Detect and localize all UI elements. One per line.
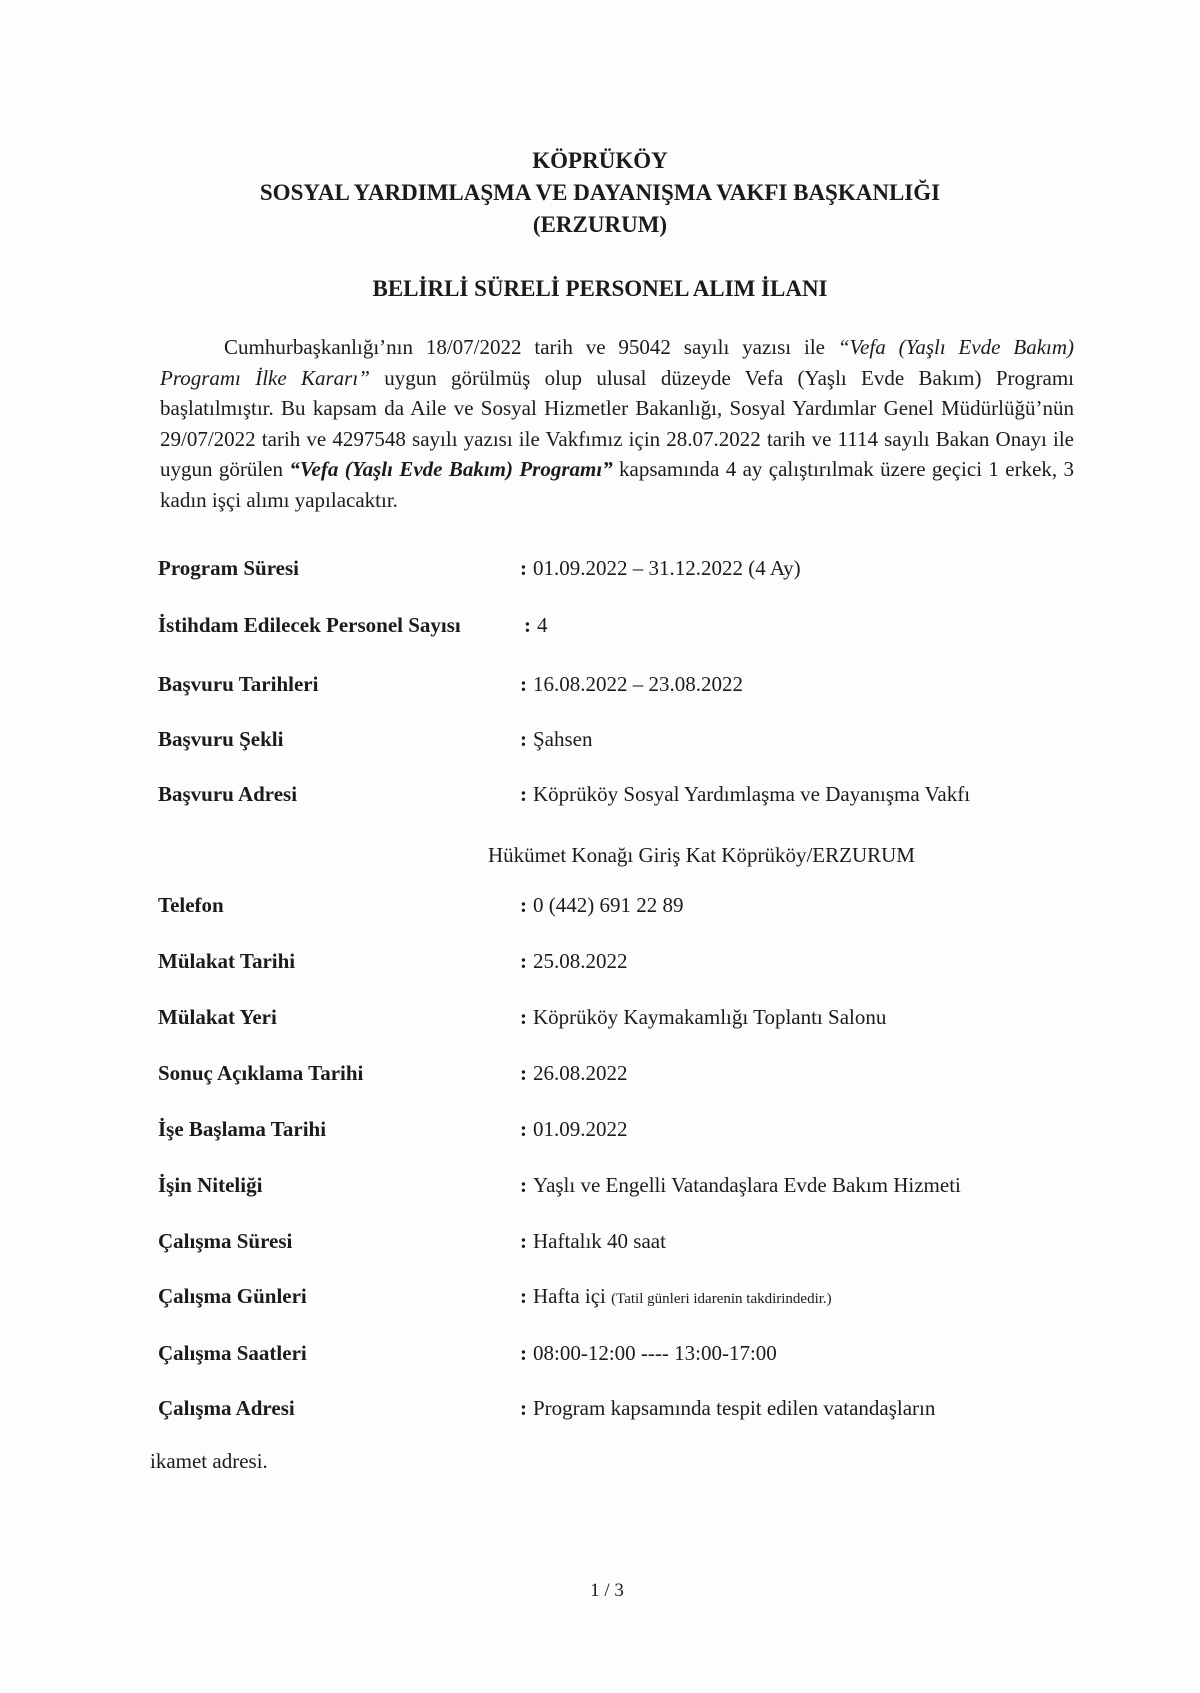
header-district: KÖPRÜKÖY: [532, 148, 668, 173]
intro-paragraph: [160, 332, 1074, 515]
row-value-container: [520, 1058, 628, 1088]
row-label: Telefon: [158, 893, 224, 917]
row-note: (Tatil günleri idarenin takdirindedir.): [611, 1291, 832, 1307]
row-value-container: [520, 669, 743, 699]
colon: :: [520, 1284, 527, 1308]
row-label: Çalışma Süresi: [158, 1229, 293, 1253]
row-interview-date: [158, 946, 1058, 976]
page-number: 1 / 3: [590, 1580, 624, 1601]
row-value: Köprüköy Kaymakamlığı Toplantı Salonu: [533, 1005, 887, 1029]
colon: :: [520, 1173, 527, 1197]
row-label: Çalışma Adresi: [158, 1396, 295, 1420]
row-value-container: [520, 553, 801, 583]
row-value: 26.08.2022: [533, 1061, 628, 1085]
row-label: İstihdam Edilecek Personel Sayısı: [158, 613, 461, 637]
row-interview-place: [158, 1002, 1058, 1032]
row-label: Başvuru Tarihleri: [158, 672, 319, 696]
row-value: Hafta içi: [533, 1284, 606, 1308]
row-value-container: [520, 890, 684, 920]
colon: :: [524, 613, 531, 637]
row-work-hours: [158, 1338, 1058, 1368]
row-value-container: [520, 1002, 886, 1032]
row-value-container: [520, 1281, 832, 1314]
row-value: 4: [537, 613, 548, 637]
colon: :: [520, 1396, 527, 1420]
row-value: Haftalık 40 saat: [533, 1229, 666, 1253]
address-continuation: ikamet adresi.: [150, 1449, 268, 1473]
colon: :: [520, 782, 527, 806]
row-value-container: [520, 724, 593, 754]
colon: :: [520, 893, 527, 917]
row-value: 01.09.2022: [533, 1117, 628, 1141]
colon: :: [520, 1061, 527, 1085]
row-value: 16.08.2022 – 23.08.2022: [533, 672, 743, 696]
colon: :: [520, 1229, 527, 1253]
row-phone: [158, 890, 1058, 920]
row-value: Köprüköy Sosyal Yardımlaşma ve Dayanışma Vakfı: [533, 782, 971, 806]
row-label: Program Süresi: [158, 556, 299, 580]
colon: :: [520, 556, 527, 580]
row-label: Çalışma Saatleri: [158, 1341, 307, 1365]
row-value-container: [520, 946, 628, 976]
row-value: 08:00-12:00 ---- 13:00-17:00: [533, 1341, 777, 1365]
row-value-container: [520, 1114, 628, 1144]
colon: :: [520, 672, 527, 696]
colon: :: [520, 949, 527, 973]
colon: :: [520, 727, 527, 751]
row-program-duration: [158, 553, 1058, 583]
header-province: (ERZURUM): [532, 212, 668, 237]
row-start-date: [158, 1114, 1058, 1144]
colon: :: [520, 1117, 527, 1141]
colon: :: [520, 1005, 527, 1029]
row-label: Başvuru Adresi: [158, 782, 298, 806]
row-value: 01.09.2022 – 31.12.2022 (4 Ay): [533, 556, 801, 580]
row-application-method: [158, 724, 1058, 754]
row-value: Program kapsamında tespit edilen vatandaşların: [533, 1396, 936, 1420]
row-result-date: [158, 1058, 1058, 1088]
row-label: İşe Başlama Tarihi: [158, 1117, 327, 1141]
row-label: Sonuç Açıklama Tarihi: [158, 1061, 364, 1085]
row-label: İşin Niteliği: [158, 1173, 263, 1197]
row-application-dates: [158, 669, 1058, 699]
row-value: 0 (442) 691 22 89: [533, 893, 684, 917]
row-label: Mülakat Yeri: [158, 1005, 277, 1029]
row-work-hours-weekly: [158, 1226, 1058, 1256]
row-value-container: [520, 1338, 777, 1368]
row-value: 25.08.2022: [533, 949, 628, 973]
row-value-container: [520, 1226, 666, 1256]
row-application-address: [158, 779, 1058, 809]
row-label: Çalışma Günleri: [158, 1284, 307, 1308]
row-value-container: [524, 610, 548, 640]
row-work-days: [158, 1281, 1058, 1311]
document-title: BELİRLİ SÜRELİ PERSONEL ALIM İLANI: [372, 276, 828, 301]
intro-italic-decision: “Vefa (Yaşlı Evde Bakım) Programı İlke Kararı”: [160, 335, 1075, 390]
colon: :: [520, 1341, 527, 1365]
row-staff-count: [158, 610, 1058, 640]
row-work-address: [158, 1393, 1058, 1423]
row-value: Şahsen: [533, 727, 593, 751]
header-foundation: SOSYAL YARDIMLAŞMA VE DAYANIŞMA VAKFI BAŞKANLIĞI: [259, 180, 941, 205]
row-value-container: [520, 1170, 961, 1200]
intro-program-name: “Vefa (Yaşlı Evde Bakım) Programı”: [289, 457, 613, 481]
row-job-nature: [158, 1170, 1058, 1200]
row-label: Mülakat Tarihi: [158, 949, 296, 973]
address-line-2: Hükümet Konağı Giriş Kat Köprüköy/ERZURUM: [488, 843, 915, 867]
intro-part1: Cumhurbaşkanlığı’nın 18/07/2022 tarih ve 95042 sayılı yazısı ile: [224, 335, 838, 359]
intro-part2: uygun görülmüş olup ulusal düzeyde Vefa (Yaşlı Evde Bakım) Programı başlatılmıştır. Bu kapsam da Aile ve Sosyal Hizmetler Bakanlığı, Sosyal Yardımlar Genel Müdürlüğü’nün 29/07/2022 tarih ve 4297548 sayılı yazısı ile Vakfımız için 28.07.2022 tarih ve 1114 sayılı Bakan Onayı ile uygun görülen: [160, 365, 1074, 481]
row-value-container: [520, 779, 970, 809]
intro-part3: kapsamında 4 ay çalıştırılmak üzere geçici 1 erkek, 3 kadın işçi alımı yapılacaktır.: [160, 457, 1074, 512]
row-label: Başvuru Şekli: [158, 727, 284, 751]
row-value: Yaşlı ve Engelli Vatandaşlara Evde Bakım Hizmeti: [533, 1173, 961, 1197]
row-value-container: [520, 1393, 935, 1423]
